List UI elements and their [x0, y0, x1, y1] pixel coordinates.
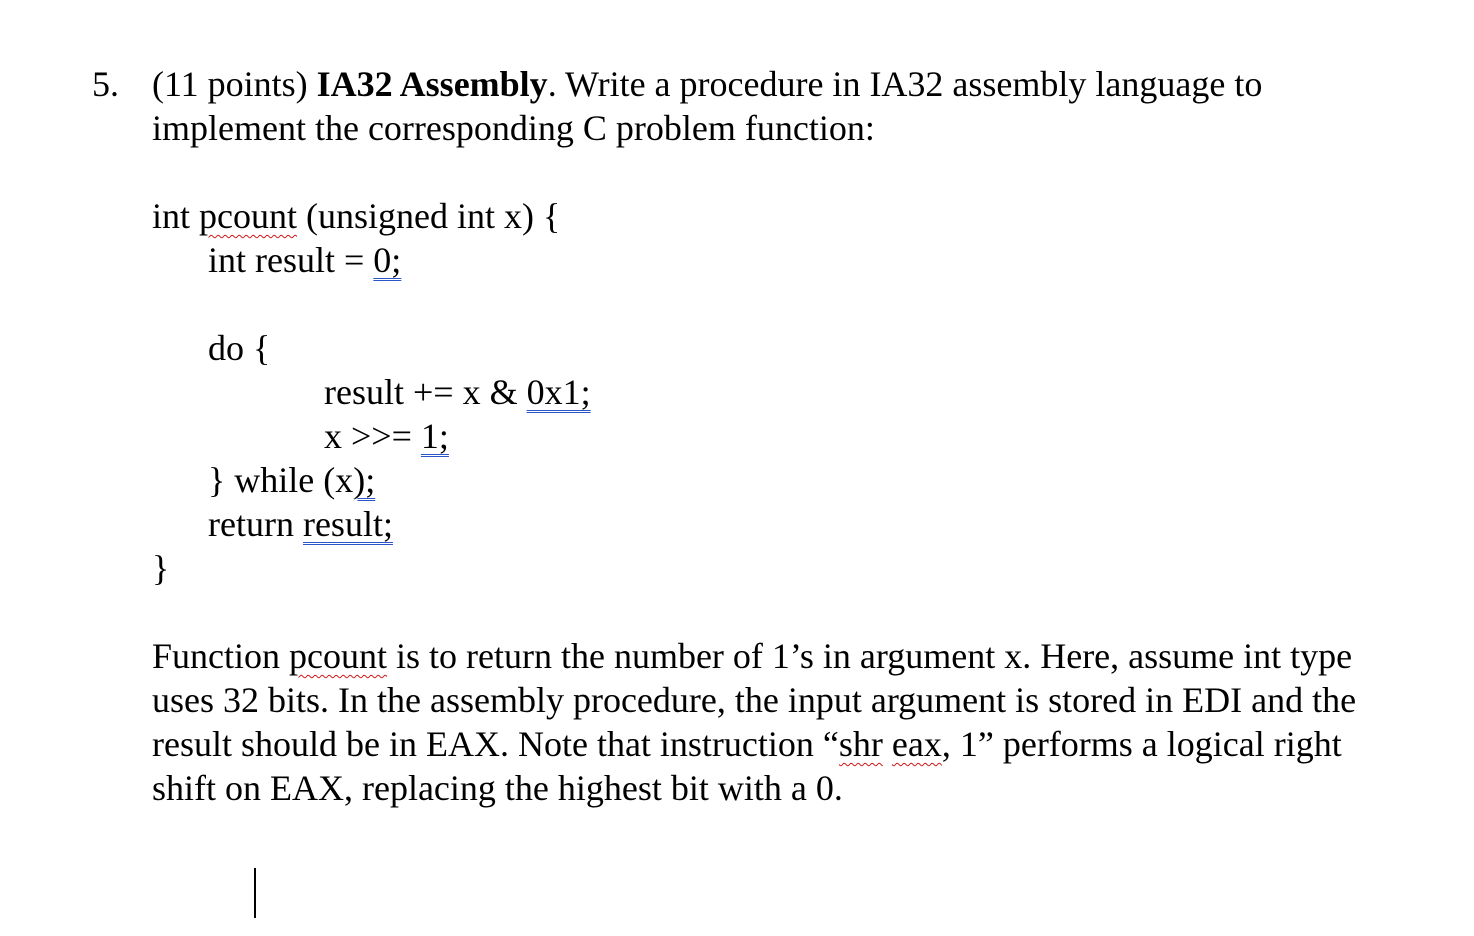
- description-text: uses 32 bits. In the assembly procedure, the input argument is stored in EDI and the: [152, 680, 1357, 720]
- grammar-mark: 1;: [420, 416, 449, 456]
- description-text: shift on EAX, replacing the highest bit with a 0.: [152, 768, 843, 808]
- question-topic: IA32 Assembly: [316, 64, 548, 104]
- grammar-mark: 0;: [373, 240, 402, 280]
- code-text: (unsigned int x) {: [297, 196, 561, 236]
- question-number: 5.: [92, 64, 119, 104]
- description-text: , 1” performs a logical right: [941, 724, 1342, 764]
- code-text: int: [152, 196, 200, 236]
- code-text: }: [152, 548, 170, 588]
- question-intro-text: . Write a procedure in IA32 assembly language to: [547, 64, 1263, 104]
- code-text: result += x &: [324, 372, 527, 412]
- question-points: (11 points): [152, 64, 317, 104]
- grammar-mark: result;: [302, 504, 393, 544]
- description-text: result should be in EAX. Note that instruction “: [152, 724, 839, 764]
- spell-error-pcount: pcount: [289, 636, 387, 676]
- spell-error-pcount: pcount: [199, 196, 297, 236]
- description-text: Function: [152, 636, 290, 676]
- code-line-do: [172, 282, 270, 414]
- code-text: x >>=: [324, 416, 421, 456]
- code-text: return: [208, 504, 303, 544]
- description-text: is to return the number of 1’s in argument x. Here, assume int type: [387, 636, 1353, 676]
- text-cursor[interactable]: [254, 868, 256, 918]
- question-number-line: [56, 18, 119, 150]
- description-line-4: [116, 722, 843, 854]
- grammar-mark: 0x1;: [526, 372, 591, 412]
- code-text: int result =: [208, 240, 374, 280]
- description-text: [883, 724, 892, 764]
- spell-error-shr: shr: [838, 724, 883, 764]
- spell-error-eax: eax: [891, 724, 942, 764]
- code-text: do {: [208, 328, 271, 368]
- question-intro-text-2: implement the corresponding C problem function:: [152, 108, 875, 148]
- code-line-return: [172, 458, 393, 590]
- grammar-mark: );: [353, 460, 376, 500]
- code-text: } while (x: [208, 460, 354, 500]
